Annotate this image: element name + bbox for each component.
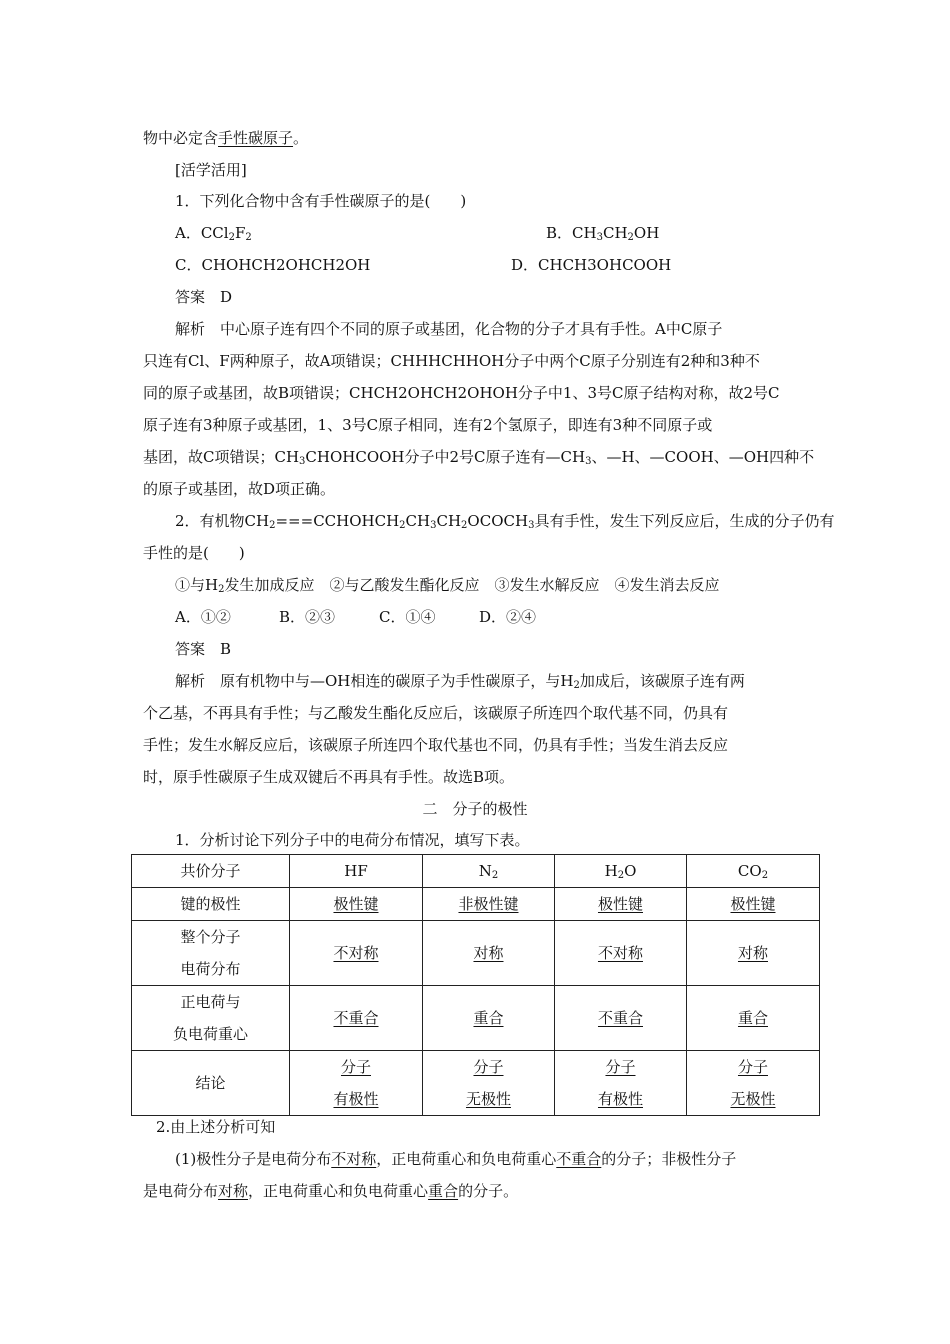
q2-option-c: C．①④: [379, 608, 436, 626]
intro-prefix: 物中必定含: [143, 129, 219, 147]
table-cell: 分子 有极性: [555, 1051, 687, 1116]
q1-analysis-line-1: 解析 中心原子连有四个不同的原子或基团，化合物的分子才具有手性。A中C原子: [175, 320, 723, 338]
q1-analysis-line-2: 只连有Cl、F两种原子，故A项错误；CHHHCHHOH分子中两个C原子分别连有2种和3种不: [143, 352, 760, 370]
table-cell: 对称: [423, 921, 555, 986]
table-cell: 分子 无极性: [423, 1051, 555, 1116]
q2-stem-line-1: 2．有机物$CH_2===CCHOHCH_2CH_3CH_2OCOCH_3$具有手性，发生下列反应后，生成的分子仍有: [175, 512, 835, 531]
table-cell: 不重合: [555, 986, 687, 1051]
q2-conditions: ①与$H_2$发生加成反应 ②与乙酸发生酯化反应 ③发生水解反应 ④发生消去反应: [175, 576, 720, 595]
table-cell: 重合: [687, 986, 820, 1051]
table-cell: 不对称: [290, 921, 423, 986]
table-row-label: 整个分子 电荷分布: [132, 921, 290, 986]
q2-option-d: D．②④: [479, 608, 537, 626]
q2-analysis-line-1: 解析 原有机物中与—OH相连的碳原子为手性碳原子，与$H_2$加成后，该碳原子连有两: [175, 672, 745, 691]
section-intro: 1．分析讨论下列分子中的电荷分布情况，填写下表。: [175, 831, 530, 849]
intro-suffix: 。: [293, 129, 309, 147]
table-cell: 不重合: [290, 986, 423, 1051]
q2-answer: 答案 B: [175, 640, 232, 658]
intro-line: [143, 128, 308, 148]
section-title: 二 分子的极性: [422, 800, 528, 818]
q1-stem: 1．下列化合物中含有手性碳原子的是( ): [175, 192, 467, 210]
q2-option-a: A．①②: [175, 608, 231, 626]
table-cell: 分子 有极性: [290, 1051, 423, 1116]
table-cell: 重合: [423, 986, 555, 1051]
q1-option-b: B．$CH_3CH_2OH$: [546, 224, 660, 243]
table-cell: 极性键: [555, 888, 687, 921]
table-row: [132, 921, 820, 986]
conclusion-line-2: 是电荷分布对称，正电荷重心和负电荷重心重合的分子。: [143, 1182, 519, 1200]
table-cell: 极性键: [290, 888, 423, 921]
q1-answer: 答案 D: [175, 288, 233, 306]
table-row: [132, 1051, 820, 1116]
q1-analysis-line-4: 原子连有3种原子或基团，1、3号C原子相同，连有2个氢原子，即连有3种不同原子或: [143, 416, 713, 434]
q1-option-a: A．$CCl_2F_2$: [175, 224, 252, 243]
table-row-label: 键的极性: [132, 888, 290, 921]
q2-options: [175, 607, 536, 627]
table-cell: 不对称: [555, 921, 687, 986]
table-cell: 极性键: [687, 888, 820, 921]
intro-term: 手性碳原子: [218, 129, 294, 147]
q2-analysis-line-2: 个乙基，不再具有手性；与乙酸发生酯化反应后，该碳原子所连四个取代基不同，仍具有: [143, 704, 729, 722]
q2-analysis-line-4: 时，原手性碳原子生成双键后不再具有手性。故选B项。: [143, 768, 515, 786]
practice-header: [活学活用]: [175, 161, 247, 179]
table-header-cell: HF: [290, 855, 423, 888]
table-header-cell: 共价分子: [132, 855, 290, 888]
table-row: [132, 888, 820, 921]
conclusion-line-1: (1)极性分子是电荷分布不对称，正电荷重心和负电荷重心不重合的分子；非极性分子: [175, 1150, 737, 1168]
conclusion-intro: 2.由上述分析可知: [156, 1118, 276, 1136]
q1-option-d: D．CHCH3OHCOOH: [511, 256, 672, 274]
table-cell: 分子 无极性: [687, 1051, 820, 1116]
table-header-cell: $N_2$: [423, 855, 555, 888]
q1-option-c: C．CHOHCH2OHCH2OH: [175, 256, 371, 274]
table-row-label: 结论: [132, 1051, 290, 1116]
table-header-row: [132, 855, 820, 888]
q2-option-b: B．②③: [279, 608, 336, 626]
q2-analysis-line-3: 手性；发生水解反应后，该碳原子所连四个取代基也不同，仍具有手性；当发生消去反应: [143, 736, 729, 754]
q2-stem-line-2: 手性的是( ): [143, 544, 245, 562]
table-row: [132, 986, 820, 1051]
q1-analysis-line-5: 基团，故C项错误；$CH_3CHOHCOOH$分子中2号C原子连有$—CH_3$、—H、—COOH、—OH四种不: [143, 448, 815, 467]
table-cell: 非极性键: [423, 888, 555, 921]
table-cell: 对称: [687, 921, 820, 986]
table-header-cell: $CO_2$: [687, 855, 820, 888]
polarity-table: [131, 854, 820, 1116]
q1-analysis-line-3: 同的原子或基团，故B项错误；CHCH2OHCH2OHOH分子中1、3号C原子结构对称，故2号C: [143, 384, 780, 402]
table-header-cell: $H_2O$: [555, 855, 687, 888]
q1-analysis-line-6: 的原子或基团，故D项正确。: [143, 480, 336, 498]
table-row-label: 正电荷与 负电荷重心: [132, 986, 290, 1051]
